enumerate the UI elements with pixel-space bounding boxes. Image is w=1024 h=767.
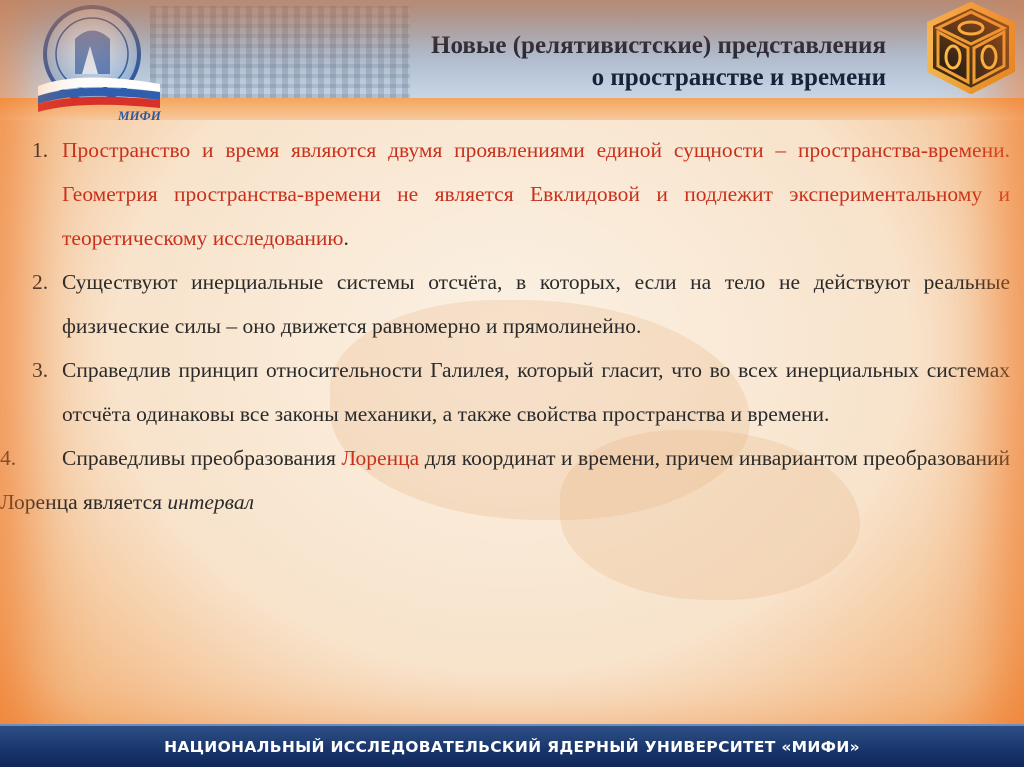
logo-text: МИФИ	[118, 108, 161, 122]
item-number: 3.	[32, 358, 49, 382]
content-list	[0, 128, 1011, 524]
item-text: Существуют инерциальные системы отсчёта, в которых, если на тело не действуют реальные физические силы – оно движется равномерно и прямолинейно	[62, 270, 1010, 338]
list-item	[32, 348, 1010, 436]
item-number: 4.	[0, 446, 17, 470]
mephi-seal-icon	[20, 4, 170, 122]
item-text-after: для координат и времени, причем инвариантом преобразований Лоренца является	[0, 446, 1011, 514]
item-text: Справедлив принцип относительности Галилея, который гласит, что во всех инерциальных системах отсчёта одинаковы все законы механики, а также свойства пространства и времени	[62, 358, 1010, 426]
title-line-1: Новые (релятивистские) представления	[431, 32, 886, 59]
page-title	[326, 30, 886, 94]
item-tail: .	[824, 402, 830, 426]
item-tail: .	[635, 314, 642, 338]
item-tail: .	[343, 226, 349, 250]
interval-term: интервал	[167, 490, 254, 514]
lorentz-highlight: Лоренца	[341, 446, 420, 470]
footer-bar	[0, 724, 1024, 767]
title-line-2: о пространстве и времени	[591, 64, 886, 91]
list-item	[32, 260, 1010, 348]
item-text-before: Справедливы преобразования	[62, 446, 336, 470]
cube-logo-icon	[924, 2, 1018, 94]
list-item	[32, 128, 1010, 260]
footer-text: НАЦИОНАЛЬНЫЙ ИССЛЕДОВАТЕЛЬСКИЙ ЯДЕРНЫЙ УНИВЕРСИТЕТ «МИФИ»	[164, 738, 860, 756]
list-item	[0, 436, 1010, 524]
item-number: 1.	[32, 138, 49, 162]
item-number: 2.	[32, 270, 49, 294]
item-text: Пространство и время являются двумя проявлениями единой сущности – пространства-времени. Геометрия пространства-времени не является Евклидовой и подлежит экспериментальному и теоретическому исследованию	[62, 138, 1010, 250]
